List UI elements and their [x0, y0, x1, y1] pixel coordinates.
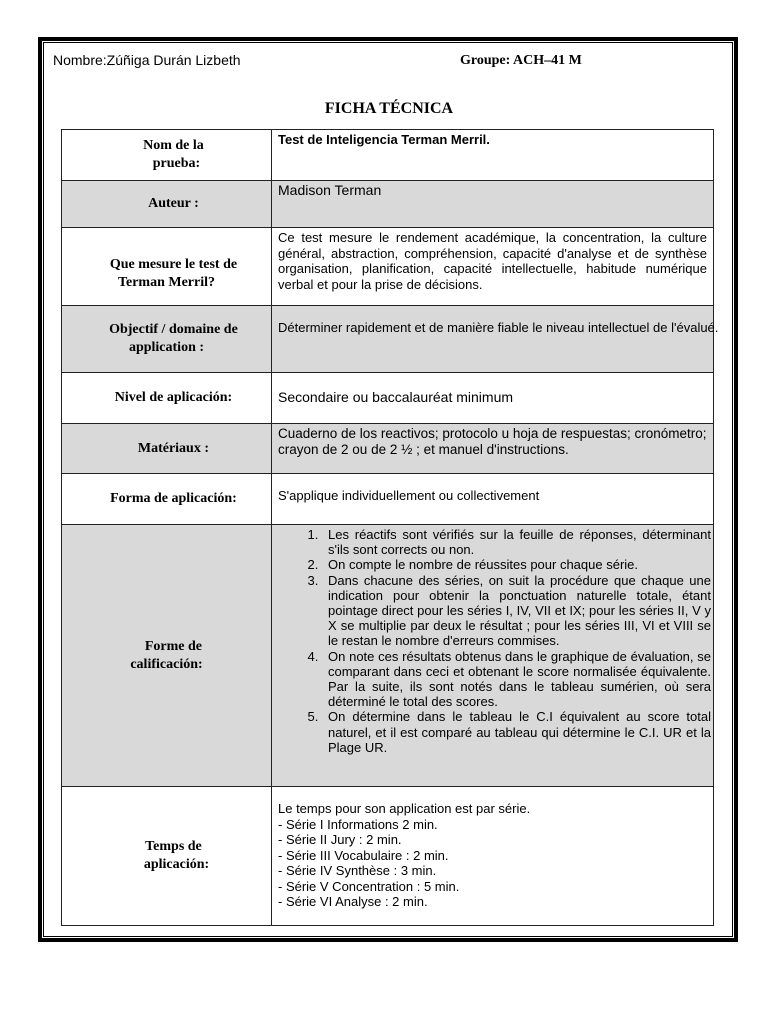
label-forma: Forma de aplicación:	[104, 491, 232, 506]
value-temps	[272, 787, 714, 926]
label-temps-2: aplicación:	[143, 857, 210, 872]
row-calificacion	[62, 525, 714, 787]
label-objectif-1: Objectif / domaine de	[103, 322, 233, 337]
student-name: Nombre:Zúñiga Durán Lizbeth	[53, 52, 241, 68]
list-item: - Série IV Synthèse : 3 min.	[278, 863, 437, 878]
row-auteur	[62, 181, 714, 228]
bullet-icon	[96, 257, 107, 272]
label-nom-1: Nom de la	[137, 138, 199, 153]
value-materiaux: Cuaderno de los reactivos; protocolo u hoja de respuestas; cronómetro; crayon de 2 ou de 2 ½ ; et manuel d'instructions.	[272, 424, 714, 474]
label-cell	[62, 787, 272, 926]
list-item: 5. On détermine dans le tableau le C.I équivalent au score total naturel, et il est comparé au tableau qui détermine le C.I. UR et la Plage UR.	[322, 709, 711, 755]
label-cell	[62, 424, 272, 474]
value-forma: S'applique individuellement ou collectivement	[272, 474, 714, 525]
list-item: - Série I Informations 2 min.	[278, 816, 438, 832]
temps-intro: Le temps pour son application est par série.	[278, 801, 531, 816]
label-cell	[62, 474, 272, 525]
bullet-icon	[124, 441, 135, 456]
list-item: - Série VI Analyse : 2 min.	[278, 894, 428, 909]
value-mesure: Ce test mesure le rendement académique, la concentration, la culture général, abstraction, compréhension, capacité d'analyse et de synthèse organisation, planification, capacité intellectuelle, habitude numérique verbal et pour la prise de décisions.	[272, 228, 714, 306]
label-cell	[62, 130, 272, 181]
technical-sheet-table	[61, 129, 719, 926]
label-nivel: Nivel de aplicación:	[109, 390, 227, 405]
label-cell	[62, 373, 272, 424]
bullet-icon	[96, 491, 107, 506]
bullet-icon	[101, 390, 112, 405]
list-item: - Série V Concentration : 5 min.	[278, 878, 460, 894]
list-item: 2. On compte le nombre de réussites pour chaque série.	[322, 557, 711, 572]
bullet-icon	[95, 322, 106, 337]
row-nivel	[62, 373, 714, 424]
row-mesure	[62, 228, 714, 306]
list-item: 3. Dans chacune des séries, on suit la procédure que chaque une indication pour obtenir la ponctuation naturelle totale, étant pointage direct pour les séries I, IV, VII et IX; pour les séries II, V y X se multiplie par deux le résultat ; pour les séries III, VI et VIII se le restan le nombre d'erreurs commises.	[322, 573, 711, 649]
page-title: FICHA TÉCNICA	[324, 100, 454, 117]
label-nom-2: prueba:	[152, 156, 201, 171]
group-label: Groupe: ACH–41 M	[460, 53, 582, 68]
label-cell	[62, 228, 272, 306]
label-cell	[62, 525, 272, 787]
label-objectif-2: application :	[128, 340, 205, 355]
label-calificacion-2: calificación:	[130, 656, 203, 672]
row-temps	[62, 787, 714, 926]
bullet-icon	[134, 196, 145, 211]
label-calificacion-1: Forme de	[139, 638, 197, 654]
label-materiaux: Matériaux :	[132, 440, 204, 456]
scoring-steps-list	[278, 527, 711, 755]
list-item: - Série II Jury : 2 min.	[278, 832, 402, 847]
value-nom: Test de Inteligencia Terman Merril.	[272, 130, 714, 181]
label-mesure-2: Terman Merril?	[117, 274, 216, 290]
list-item: 1. Les réactifs sont vérifiés sur la feuille de réponses, déterminant s'ils sont corrects ou non.	[322, 527, 711, 557]
row-objectif	[62, 306, 714, 373]
value-nivel: Secondaire ou baccalauréat minimum	[272, 373, 714, 424]
label-temps-1: Temps de	[139, 839, 197, 854]
list-item: 4. On note ces résultats obtenus dans le graphique de évaluation, se comparant dans ceci et obtenant le score normalisée équivalente. Par la suite, ils sont notés dans le tableau sumérien, où sera déterminé le total des scores.	[322, 649, 711, 710]
label-mesure-1: Que mesure le test de	[104, 256, 232, 272]
value-calificacion	[272, 525, 714, 787]
label-cell	[62, 306, 272, 373]
bullet-icon	[129, 138, 140, 153]
row-nom	[62, 130, 714, 181]
row-materiaux	[62, 424, 714, 474]
row-forma	[62, 474, 714, 525]
list-item: - Série III Vocabulaire : 2 min.	[278, 847, 449, 863]
label-cell	[62, 181, 272, 228]
label-auteur: Auteur :	[142, 196, 194, 211]
value-objectif: Déterminer rapidement et de manière fiable le niveau intellectuel de l'évalué.	[272, 306, 714, 373]
bullet-icon	[131, 639, 142, 654]
value-auteur: Madison Terman	[272, 181, 714, 228]
bullet-icon	[131, 839, 142, 854]
